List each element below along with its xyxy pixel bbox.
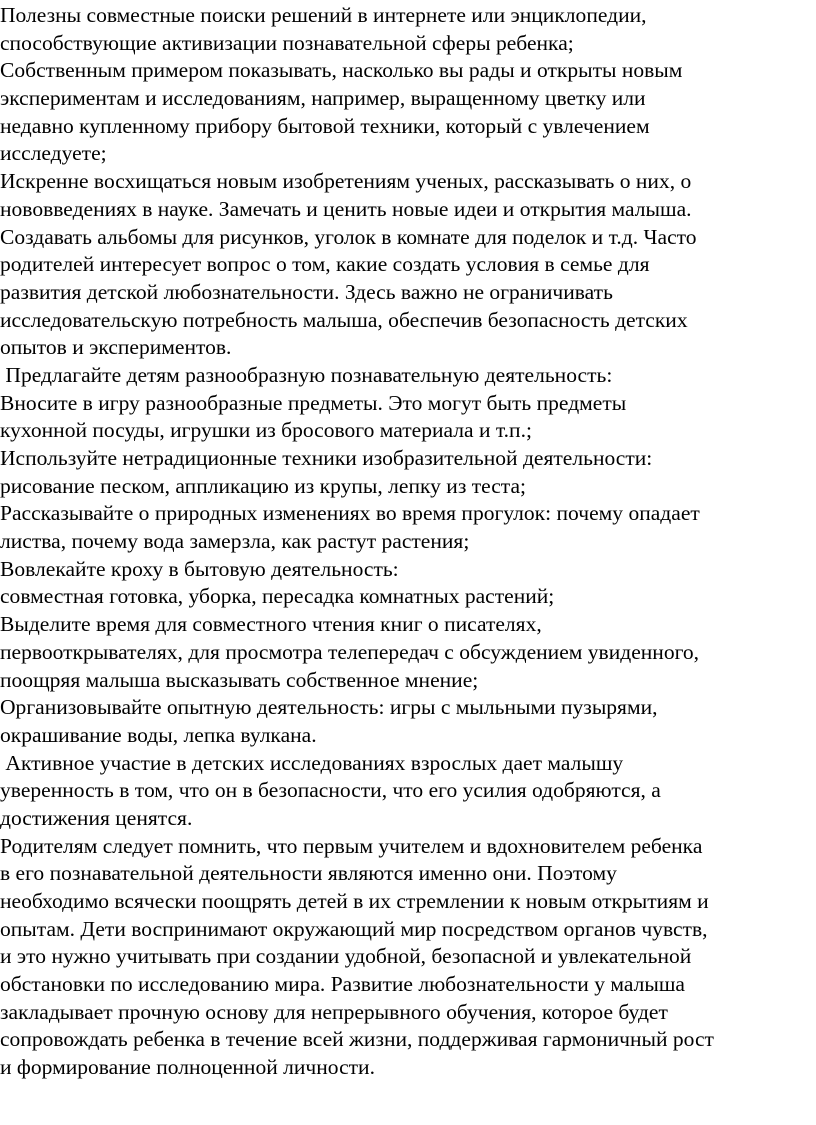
text-line: Рассказывайте о природных изменениях во время прогулок: почему опадает	[0, 501, 700, 526]
text-line: в его познавательной деятельности являются именно они. Поэтому	[0, 861, 617, 886]
text-line: закладывает прочную основу для непрерывного обучения, которое будет	[0, 999, 668, 1024]
text-line: листва, почему вода замерзла, как растут растения;	[0, 529, 470, 554]
text-line: обстановки по исследованию мира. Развитие любознательности у малыша	[0, 972, 685, 997]
text-line: Собственным примером показывать, насколько вы рады и открыты новым	[0, 58, 683, 83]
text-line: и это нужно учитывать при создании удобной, безопасной и увлекательной	[0, 944, 692, 969]
text-line: уверенность в том, что он в безопасности, что его усилия одобряются, а	[0, 778, 661, 803]
text-line: первооткрывателях, для просмотра телепередач с обсуждением увиденного,	[0, 639, 700, 664]
text-line: развития детской любознательности. Здесь важно не ограничивать	[0, 279, 613, 304]
text-line: поощряя малыша высказывать собственное мнение;	[0, 667, 479, 692]
text-line: Используйте нетрадиционные техники изобразительной деятельности:	[0, 446, 653, 470]
text-line: опытов и экспериментов.	[0, 335, 232, 360]
text-line: совместная готовка, уборка, пересадка комнатных растений;	[0, 584, 555, 609]
text-line: достижения ценятся.	[0, 805, 193, 830]
text-line: нововведениях в науке. Замечать и ценить новые идеи и открытия малыша.	[0, 196, 692, 221]
document-text	[0, 2, 816, 1082]
text-line: Выделите время для совместного чтения книг о писателях,	[0, 612, 542, 637]
text-line: Создавать альбомы для рисунков, уголок в комнате для поделок и т.д. Часто	[0, 224, 697, 249]
text-line: Полезны совместные поиски решений в интернете или энциклопедии,	[0, 3, 647, 27]
text-line: исследуете;	[0, 141, 107, 166]
text-line: сопровождать ребенка в течение всей жизни, поддерживая гармоничный рост	[0, 1027, 714, 1052]
text-line: недавно купленному прибору бытовой техники, который с увлечением	[0, 113, 650, 138]
text-line: Предлагайте детям разнообразную познавательную деятельность:	[0, 362, 613, 387]
text-line: Искренне восхищаться новым изобретениям ученых, рассказывать о них, о	[0, 169, 692, 194]
text-line: Активное участие в детских исследованиях взрослых дает малышу	[0, 750, 624, 775]
text-line: рисование песком, аппликацию из крупы, лепку из теста;	[0, 473, 527, 498]
text-line: опытам. Дети воспринимают окружающий мир посредством органов чувств,	[0, 916, 708, 941]
text-line: исследовательскую потребность малыша, обеспечив безопасность детских	[0, 307, 688, 332]
text-line: экспериментам и исследованиям, например, выращенному цветку или	[0, 86, 646, 111]
text-line: окрашивание воды, лепка вулкана.	[0, 722, 317, 747]
text-line: и формирование полноценной личности.	[0, 1055, 375, 1080]
text-line: Родителям следует помнить, что первым учителем и вдохновителем ребенка	[0, 833, 703, 858]
text-line: Вносите в игру разнообразные предметы. Это могут быть предметы	[0, 390, 627, 415]
text-line: Вовлекайте кроху в бытовую деятельность:	[0, 556, 399, 581]
text-line: родителей интересует вопрос о том, какие создать условия в семье для	[0, 252, 650, 277]
text-line: кухонной посуды, игрушки из бросового материала и т.п.;	[0, 418, 532, 443]
text-line: Организовывайте опытную деятельность: игры с мыльными пузырями,	[0, 695, 658, 720]
text-line: способствующие активизации познавательной сферы ребенка;	[0, 30, 574, 55]
text-line: необходимо всячески поощрять детей в их стремлении к новым открытиям и	[0, 889, 709, 913]
